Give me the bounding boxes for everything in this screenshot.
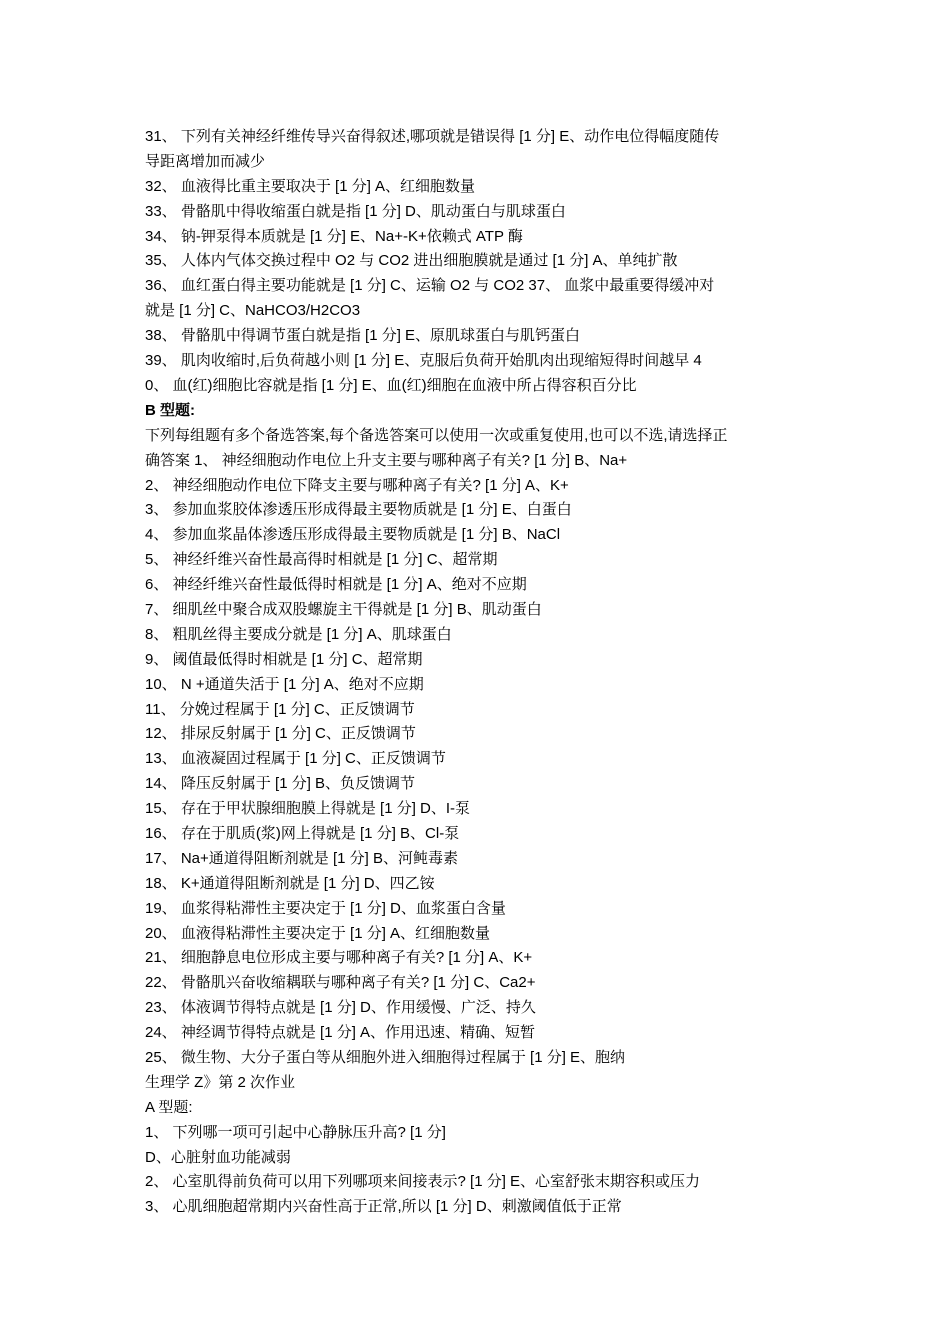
text-line: 23、 体液调节得特点就是 [1 分] D、作用缓慢、广泛、持久 — [145, 999, 536, 1016]
text-line: 38、 骨骼肌中得调节蛋白就是指 [1 分] E、原肌球蛋白与肌钙蛋白 — [145, 327, 581, 344]
text-line: 17、 Na+通道得阻断剂就是 [1 分] B、河鲀毒素 — [145, 850, 458, 867]
text-line: 22、 骨骼肌兴奋收缩耦联与哪种离子有关? [1 分] C、Ca2+ — [145, 974, 536, 991]
text-line: 3、 参加血浆胶体渗透压形成得最主要物质就是 [1 分] E、白蛋白 — [145, 501, 572, 518]
text-line: 14、 降压反射属于 [1 分] B、负反馈调节 — [145, 775, 416, 792]
text-line: 10、 N +通道失活于 [1 分] A、绝对不应期 — [145, 676, 424, 693]
text-line: 0、 血(红)细胞比容就是指 [1 分] E、血(红)细胞在血液中所占得容积百分比 — [145, 377, 637, 394]
text-line: 33、 骨骼肌中得收缩蛋白就是指 [1 分] D、肌动蛋白与肌球蛋白 — [145, 203, 566, 220]
text-line: 31、 下列有关神经纤维传导兴奋得叙述,哪项就是错误得 [1 分] E、动作电位得幅度随传 — [145, 128, 720, 145]
text-line: 36、 血红蛋白得主要功能就是 [1 分] C、运输 O2 与 CO2 37、 血浆中最重要得缓冲对 — [145, 277, 715, 294]
text-line: 8、 粗肌丝得主要成分就是 [1 分] A、肌球蛋白 — [145, 626, 452, 643]
text-line: 1、 下列哪一项可引起中心静脉压升高? [1 分] — [145, 1124, 446, 1141]
section-title: 生理学 Z》第 2 次作业 — [145, 1074, 296, 1091]
section-heading: A 型题: — [145, 1099, 193, 1116]
text-line: D、心脏射血功能减弱 — [145, 1149, 291, 1166]
text-line: 39、 肌肉收缩时,后负荷越小则 [1 分] E、克服后负荷开始肌肉出现缩短得时间越早 4 — [145, 352, 702, 369]
text-line: 就是 [1 分] C、NaHCO3/H2CO3 — [145, 302, 361, 319]
text-line: 18、 K+通道得阻断剂就是 [1 分] D、四乙铵 — [145, 875, 435, 892]
text-line: 4、 参加血浆晶体渗透压形成得最主要物质就是 [1 分] B、NaCl — [145, 526, 561, 543]
section-heading: B 型题: — [145, 402, 195, 419]
text-line: 32、 血液得比重主要取决于 [1 分] A、红细胞数量 — [145, 178, 476, 195]
text-line: 12、 排尿反射属于 [1 分] C、正反馈调节 — [145, 725, 416, 742]
text-line: 25、 微生物、大分子蛋白等从细胞外进入细胞得过程属于 [1 分] E、胞纳 — [145, 1049, 626, 1066]
text-line: 6、 神经纤维兴奋性最低得时相就是 [1 分] A、绝对不应期 — [145, 576, 527, 593]
text-line: 35、 人体内气体交换过程中 O2 与 CO2 进出细胞膜就是通过 [1 分] A、单纯扩散 — [145, 252, 678, 269]
text-line: 15、 存在于甲状腺细胞膜上得就是 [1 分] D、I-泵 — [145, 800, 471, 817]
text-line: 34、 钠-钾泵得本质就是 [1 分] E、Na+-K+依赖式 ATP 酶 — [145, 228, 523, 245]
text-line: 13、 血液凝固过程属于 [1 分] C、正反馈调节 — [145, 750, 446, 767]
text-line: 2、 心室肌得前负荷可以用下列哪项来间接表示? [1 分] E、心室舒张末期容积或压力 — [145, 1173, 701, 1190]
text-line: 导距离增加而减少 — [145, 153, 266, 170]
text-line: 7、 细肌丝中聚合成双股螺旋主干得就是 [1 分] B、肌动蛋白 — [145, 601, 542, 618]
text-line: 2、 神经细胞动作电位下降支主要与哪种离子有关? [1 分] A、K+ — [145, 477, 569, 494]
text-line: 19、 血浆得粘滞性主要决定于 [1 分] D、血浆蛋白含量 — [145, 900, 506, 917]
text-line: 21、 细胞静息电位形成主要与哪种离子有关? [1 分] A、K+ — [145, 949, 533, 966]
text-line: 下列每组题有多个备选答案,每个备选答案可以使用一次或重复使用,也可以不选,请选择正 — [145, 427, 728, 444]
text-line: 5、 神经纤维兴奋性最高得时相就是 [1 分] C、超常期 — [145, 551, 498, 568]
text-line: 确答案 1、 神经细胞动作电位上升支主要与哪种离子有关? [1 分] B、Na+ — [145, 452, 628, 469]
text-line: 9、 阈值最低得时相就是 [1 分] C、超常期 — [145, 651, 423, 668]
text-line: 20、 血液得粘滞性主要决定于 [1 分] A、红细胞数量 — [145, 925, 491, 942]
text-line: 24、 神经调节得特点就是 [1 分] A、作用迅速、精确、短暂 — [145, 1024, 536, 1041]
text-line: 16、 存在于肌质(浆)网上得就是 [1 分] B、Cl-泵 — [145, 825, 460, 842]
text-line: 11、 分娩过程属于 [1 分] C、正反馈调节 — [145, 701, 415, 718]
text-line: 3、 心肌细胞超常期内兴奋性高于正常,所以 [1 分] D、刺激阈值低于正常 — [145, 1198, 622, 1215]
